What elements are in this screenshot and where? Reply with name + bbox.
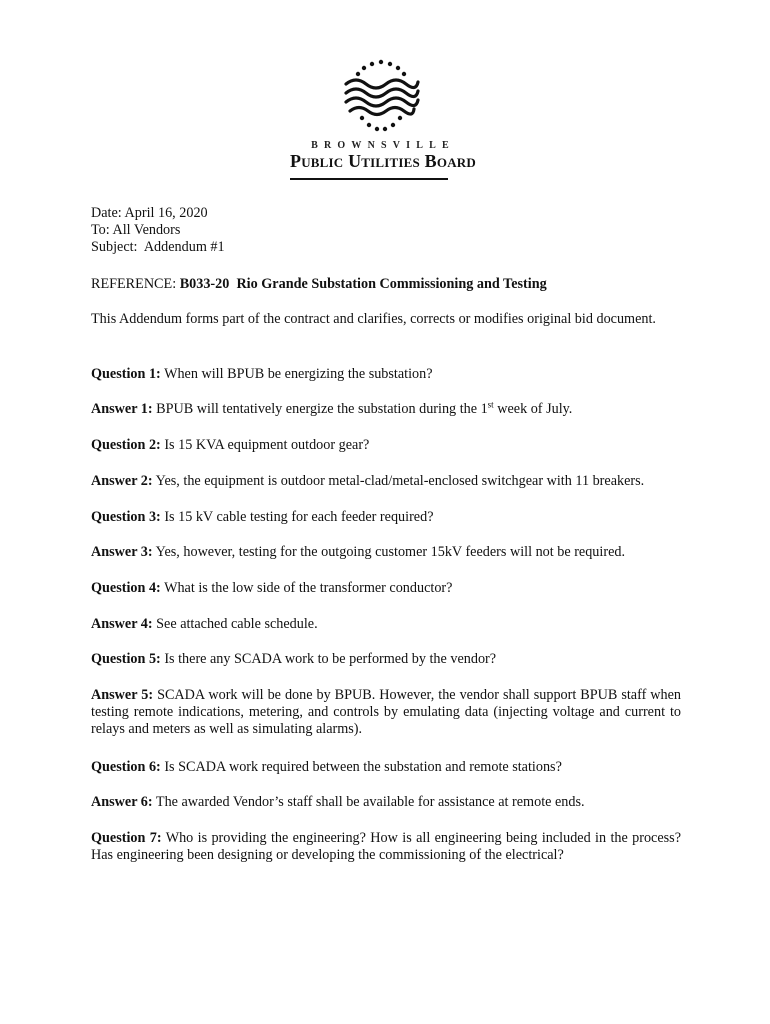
reference-code: B033-20 — [179, 276, 230, 292]
answer-3-text: Yes, however, testing for the outgoing customer 15kV feeders will not be required. — [155, 544, 626, 560]
question-7 — [91, 830, 681, 864]
subject-line — [91, 239, 681, 256]
answer-4-label: Answer 4: — [91, 616, 153, 632]
question-2-text: Is 15 KVA equipment outdoor gear? — [164, 437, 370, 453]
answer-2-text: Yes, the equipment is outdoor metal-clad/metal-enclosed switchgear with 11 breakers. — [155, 473, 645, 489]
memo-header — [91, 205, 681, 256]
bpub-waves-logo-icon — [338, 58, 424, 138]
question-1-text: When will BPUB be energizing the substation? — [164, 366, 433, 382]
answer-6 — [91, 794, 681, 811]
answer-4-text: See attached cable schedule. — [156, 616, 318, 632]
answer-6-text: The awarded Vendor’s staff shall be available for assistance at remote ends. — [155, 794, 585, 810]
reference-label: REFERENCE: — [91, 276, 177, 292]
answer-6-label: Answer 6: — [91, 794, 153, 810]
question-4-label: Question 4: — [91, 580, 161, 596]
question-6-text: Is SCADA work required between the substation and remote stations? — [164, 759, 562, 775]
date-value: April 16, 2020 — [124, 205, 208, 221]
answer-1-text: BPUB will tentatively energize the substation during the 1 — [156, 401, 488, 417]
question-2 — [91, 437, 681, 454]
question-7-label: Question 7: — [91, 830, 162, 846]
question-7-text: Who is providing the engineering? How is all engineering being included in the process? Has engineering been designing or developing the commissioning of the electrical? — [91, 830, 681, 863]
to-value: All Vendors — [112, 222, 181, 238]
question-6-label: Question 6: — [91, 759, 161, 775]
answer-5 — [91, 687, 681, 738]
answer-1-text-end: week of July. — [493, 401, 573, 417]
answer-2 — [91, 473, 681, 490]
answer-1-superscript: st — [487, 399, 494, 410]
org-name-top: BROWNSVILLE — [311, 140, 455, 151]
reference-title: Rio Grande Substation Commissioning and Testing — [236, 276, 547, 292]
subject-label: Subject: — [91, 239, 138, 255]
to-line — [91, 222, 681, 239]
answer-2-label: Answer 2: — [91, 473, 153, 489]
question-4 — [91, 580, 681, 597]
subject-value: Addendum #1 — [143, 239, 225, 255]
to-label: To: — [91, 222, 110, 238]
answer-1-label: Answer 1: — [91, 401, 153, 417]
answer-3-label: Answer 3: — [91, 544, 153, 560]
question-6 — [91, 759, 681, 776]
question-5 — [91, 651, 681, 668]
question-3-text: Is 15 kV cable testing for each feeder required? — [164, 509, 434, 525]
question-1 — [91, 366, 681, 383]
reference-line — [91, 276, 681, 293]
question-4-text: What is the low side of the transformer conductor? — [164, 580, 453, 596]
intro-paragraph: This Addendum forms part of the contract and clarifies, corrects or modifies original bid document. — [91, 311, 656, 327]
answer-5-text: SCADA work will be done by BPUB. However, the vendor shall support BPUB staff when testing remote indications, metering, and controls by emulating data (injecting voltage and current to relays and meters as well as simulating alarms). — [91, 687, 682, 737]
question-2-label: Question 2: — [91, 437, 161, 453]
question-1-label: Question 1: — [91, 366, 161, 382]
answer-4 — [91, 616, 681, 633]
question-3 — [91, 509, 681, 526]
question-5-label: Question 5: — [91, 651, 161, 667]
question-5-text: Is there any SCADA work to be performed by the vendor? — [164, 651, 497, 667]
answer-5-label: Answer 5: — [91, 687, 154, 703]
answer-1 — [91, 401, 681, 418]
date-label: Date: — [91, 205, 122, 221]
date-line — [91, 205, 681, 222]
letterhead-rule — [290, 178, 448, 180]
org-name-main: Public Utilities Board — [290, 151, 476, 171]
answer-3 — [91, 544, 681, 561]
question-3-label: Question 3: — [91, 509, 161, 525]
